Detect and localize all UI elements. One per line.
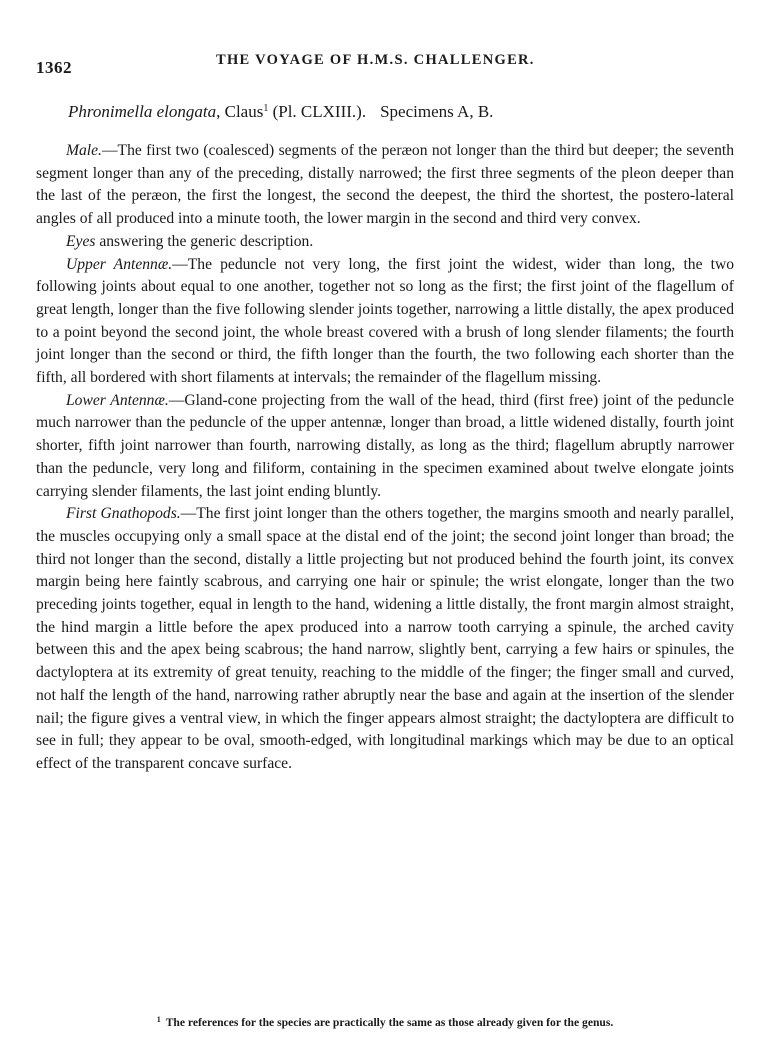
running-head (36, 50, 736, 78)
page-number: 1362 (36, 58, 72, 77)
paragraph-text: —The first joint longer than the others together, the margins smooth and nearly parallel, the muscles occupying only a small space at the distal end of the joint; the second joint longer than broad; the third not longer than the second, distally a little projecting but not produced behind the fourth joint, its convex margin being here faintly scabrous, and carrying one hair or spinule; the wrist elongate, longer than the two preceding joints together, equal in length to the hand, widening a little distally, the front margin almost straight, the hind margin a little before the apex produced into a narrow tooth carrying a spinule, the arched cavity between this and the apex being scabrous; the hand narrow, slightly bent, carrying a few hairs or spinules, the dactyloptera at its extremity of great tenuity, reaching to the middle of the finger; the finger small and curved, not half the length of the hand, narrowing rather abruptly near the base and again at the insertion of the slender nail; the figure gives a ventral view, in which the finger appears almost straight; the dactyloptera are difficult to see in full; they appear to be oval, smooth-edged, with longitudinal markings which may be due to an optical effect of the transparent concave surface. (36, 505, 734, 772)
species-name: Phronimella elongata (68, 102, 217, 121)
paragraph-lower-antennae (36, 390, 734, 504)
paragraph-lead: Eyes (66, 232, 96, 250)
paragraph-lead: First Gnathopods. (66, 505, 181, 523)
paragraph-male (36, 140, 734, 231)
paragraph-upper-antennae (36, 254, 734, 390)
paragraph-text: —The peduncle not very long, the first joint the widest, wider than long, the two following joints about equal to one another, together not so long as the first; the first joint of the flagellum of great length, longer than the five following slender joints together, narrowing a little distally, the apex produced to a point beyond the second joint, the whole breast covered with a brush of long slender filaments; the fourth joint longer than the second or third, the fifth longer than the fourth, the two following each shorter than the fifth, all bordered with short filaments at intervals; the remainder of the flagellum missing. (36, 255, 734, 387)
specimens-label: Specimens A, B. (380, 102, 494, 121)
paragraph-lead: Lower Antennæ. (66, 391, 169, 409)
paragraph-text: answering the generic description. (95, 232, 314, 250)
species-heading (68, 102, 493, 122)
species-author: , Claus (216, 102, 264, 121)
footnote-reference: 1 (263, 103, 269, 114)
body-text (36, 140, 734, 776)
footnote-text: The references for the species are practically the same as those already given for the genus. (165, 1016, 614, 1029)
plate-reference: (Pl. CLXIII.). (268, 102, 367, 121)
paragraph-lead: Upper Antennæ. (66, 255, 173, 273)
paragraph-lead: Male. (66, 142, 102, 159)
paragraph-first-gnathopods (36, 503, 734, 775)
running-title: THE VOYAGE OF H.M.S. CHALLENGER. (216, 52, 535, 68)
paragraph-text: —The first two (coalesced) segments of the peræon not longer than the third but deeper; the seventh segment longer than any of the preceding, distally narrowed; the first three segments of the pleon deeper than the last of the peræon, the first the longest, the second the deepest, the third the shortest, the postero-lateral angles of all produced into a minute tooth, the lower margin in the second and third very convex. (36, 142, 734, 228)
paragraph-eyes (36, 231, 734, 254)
paragraph-text: —Gland-cone projecting from the wall of the head, third (first free) joint of the peduncle much narrower than the peduncle of the upper antennæ, longer than broad, a little widened distally, fourth joint shorter, fifth joint narrower than fourth, narrowing distally, as long as the third; flagellum abruptly narrower than the peduncle, very long and filiform, containing in the specimen examined about twelve elongate joints carrying slender filaments, the last joint ending bluntly. (36, 391, 734, 500)
footnote-marker: 1 (156, 1015, 161, 1024)
footnote (36, 1015, 734, 1029)
